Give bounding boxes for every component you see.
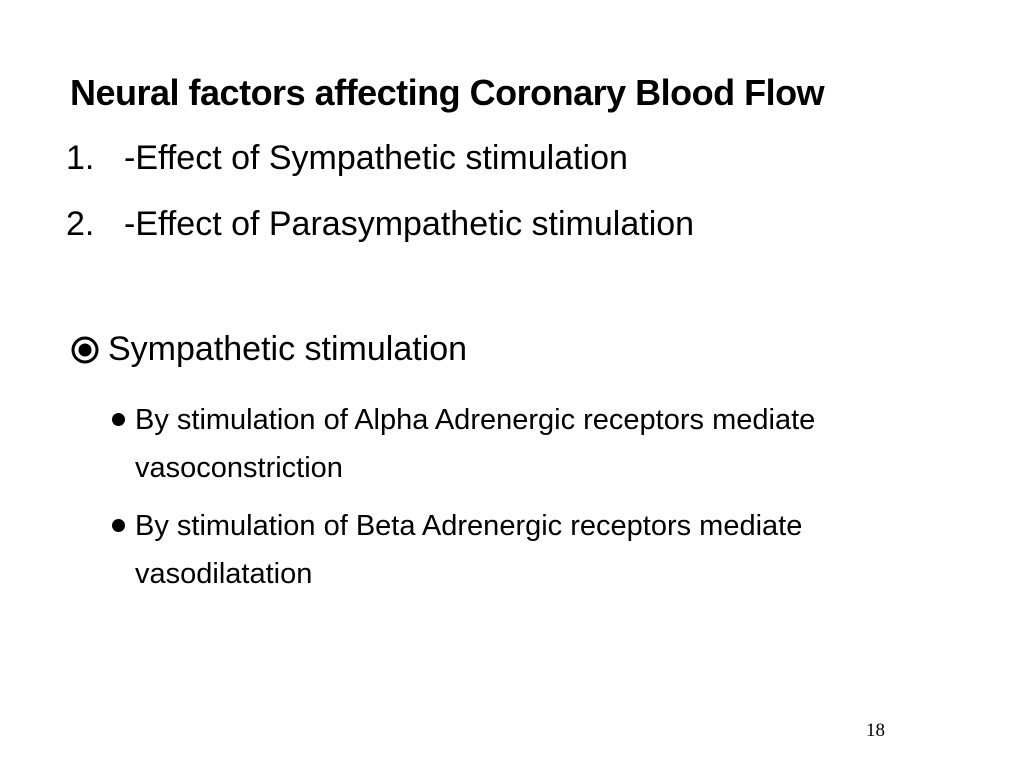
- section-heading: [70, 330, 467, 369]
- numbered-list-item: [66, 136, 694, 202]
- section-heading-text: Sympathetic stimulation: [108, 330, 468, 368]
- bullet-dot-icon: [112, 413, 125, 426]
- bullet-text: By stimulation of Alpha Adrenergic receptors mediate vasoconstriction: [135, 404, 816, 484]
- bullet-list: [112, 396, 912, 608]
- page-number: 18: [866, 720, 885, 741]
- bullet-dot-icon: [112, 519, 125, 532]
- numbered-list-item: [66, 202, 694, 268]
- radio-target-icon: [70, 335, 100, 365]
- bullet-item: [112, 396, 912, 492]
- list-item-text: -Effect of Parasympathetic stimulation: [124, 205, 695, 243]
- bullet-text: By stimulation of Beta Adrenergic receptors mediate vasodilatation: [135, 510, 803, 590]
- list-item-text: -Effect of Sympathetic stimulation: [124, 139, 628, 177]
- slide-title: Neural factors affecting Coronary Blood Flow: [70, 72, 825, 113]
- list-number: 1.: [66, 139, 95, 177]
- numbered-list: [66, 136, 694, 268]
- bullet-item: [112, 502, 912, 598]
- list-number: 2.: [66, 205, 95, 243]
